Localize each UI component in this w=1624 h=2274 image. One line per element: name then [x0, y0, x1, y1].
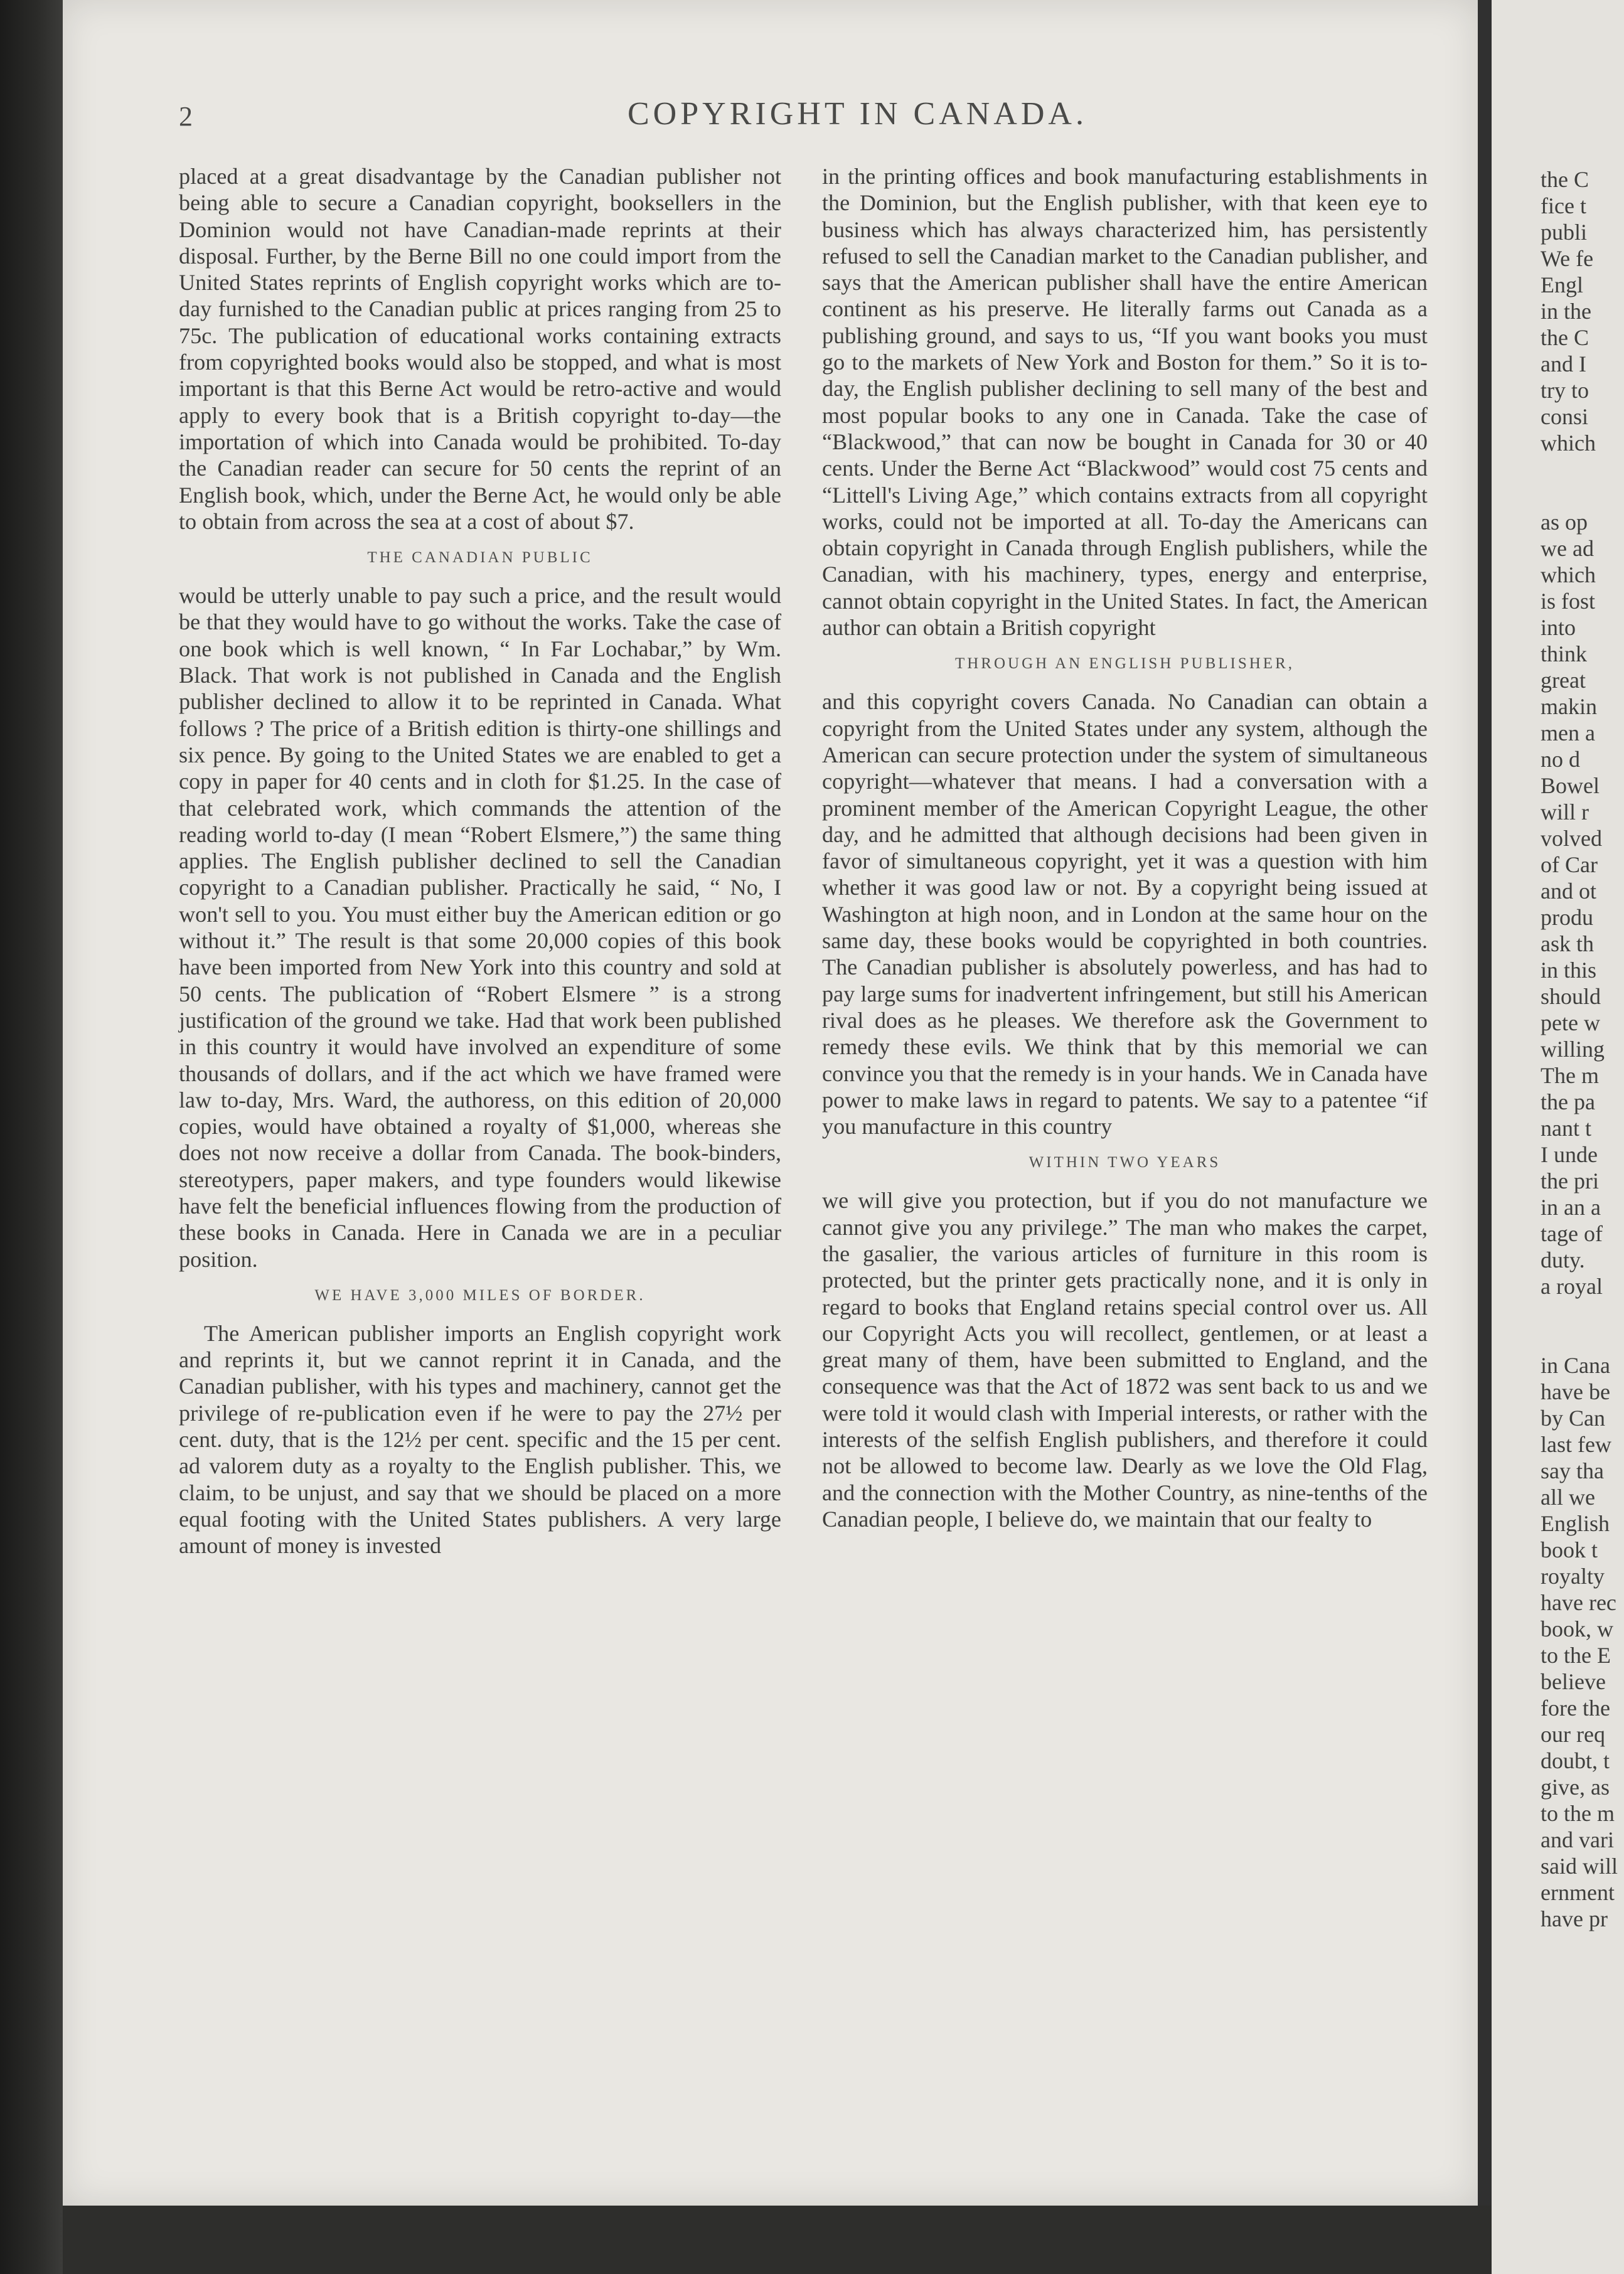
- left-paragraph-1: placed at a great disadvantage by the Canadian publisher not being able to secure a Canadian copyright, booksellers in the Dominion would not have Canadian-made reprints at their disposal. Further, by the Berne Bill no one could import from the United States reprints of English copyright works which are to-day furnished to the Canadian public at prices ranging from 25 to 75c. The publication of educational works containing extracts from copyrighted books would also be stopped, and what is most important is that this Berne Act would be retro-active and would apply to every book that is a British copyright to-day—the importation of which into Canada would be prohibited. To-day the Canadian reader can secure for 50 cents the reprint of an English book, which, under the Berne Act, he would only be able to obtain from across the sea at a cost of about $7.: [179, 164, 781, 534]
- facing-page-line: men a: [1541, 720, 1595, 745]
- middle-subheading-1: THROUGH AN ENGLISH PUBLISHER,: [954, 655, 1295, 673]
- facing-page-line: Engl: [1541, 272, 1583, 297]
- facing-page-line: English: [1541, 1511, 1610, 1536]
- scan-border-left: [0, 0, 63, 2274]
- facing-page-line: book, w: [1541, 1616, 1613, 1641]
- facing-page-line: have pr: [1541, 1906, 1608, 1931]
- facing-page-line: duty.: [1541, 1247, 1585, 1273]
- facing-page-line: have be: [1541, 1379, 1610, 1404]
- facing-page-line: great: [1541, 668, 1586, 693]
- running-head: [107, 95, 1437, 139]
- facing-page-line: fice t: [1541, 193, 1586, 218]
- facing-page-line: last few: [1541, 1432, 1611, 1457]
- facing-page-line: no d: [1541, 747, 1580, 772]
- facing-page-line: in an a: [1541, 1195, 1601, 1220]
- facing-page-line: which: [1541, 562, 1596, 587]
- facing-page-fragment: [1492, 0, 1624, 2274]
- facing-page-line: and vari: [1541, 1827, 1614, 1852]
- facing-page-line: and I: [1541, 351, 1586, 376]
- facing-page-line: pete w: [1541, 1010, 1600, 1035]
- facing-page-line: nant t: [1541, 1116, 1591, 1141]
- middle-column: [822, 163, 1428, 1532]
- facing-page-line: willing: [1541, 1037, 1605, 1062]
- facing-page-line: ernment: [1541, 1880, 1615, 1905]
- facing-page-line: in this: [1541, 958, 1597, 983]
- facing-page-line: into: [1541, 615, 1576, 640]
- facing-page-line: in the: [1541, 299, 1591, 324]
- facing-page-line: and ot: [1541, 878, 1596, 904]
- facing-page-line: book t: [1541, 1537, 1598, 1562]
- facing-page-line: Bowel: [1541, 773, 1600, 798]
- facing-page-line: royalty: [1541, 1564, 1605, 1589]
- middle-paragraph-1: in the printing offices and book manufacturing establishments in the Dominion, but the English publisher, with that keen eye to business which has always characterized him, has persistently refused to sell the Canadian market to the Canadian publisher, and says that the American publisher shall have the entire American continent as his preserve. He literally farms out Canada as a publishing ground, and says to us, “If you want books you must go to the markets of New York and Boston for them.” So it is to-day, the English publisher declining to sell many of the best and most popular books to any one in Canada. Take the case of “Blackwood,” that can now be bought in Canada for 30 or 40 cents. Under the Berne Act “Blackwood” would cost 75 cents and “Littell's Living Age,” which contains extracts from all copyright works, could not be imported at all. To-day the Americans can obtain copyright in Canada through English publishers, while the Canadian, with his machinery, types, energy and enterprise, cannot obtain copyright in the United States. In fact, the American author can obtain a British copyright: [822, 164, 1428, 641]
- facing-page-line: ask th: [1541, 931, 1594, 956]
- middle-paragraph-2: and this copyright covers Canada. No Canadian can obtain a copyright from the United States under any system, although the American can secure protection under the system of simultaneous copyright—whatever that means. I had a conversation with a prominent member of the American Copyright League, the other day, and he admitted that although decisions had been given in favor of simultaneous copyright, yet it was a question with him whether it was good law or not. By a copyright being issued at Washington at high noon, and in London at the same hour on the same day, these books would be copyrighted in both countries. The Canadian publisher is absolutely powerless, and has had to pay large sums for inadvertent infringement, but still his American rival does as he pleases. We therefore ask the Government to remedy these evils. We think that by this memorial we can convince you that the remedy is in your hands. We in Canada have power to make laws in regard to patents. We say to a patentee “if you manufacture in this country: [822, 689, 1428, 1140]
- facing-page-line: try to: [1541, 378, 1589, 403]
- facing-page-line: the pa: [1541, 1089, 1595, 1114]
- page-gutter: [1478, 0, 1492, 2206]
- facing-page-line: to the E: [1541, 1643, 1611, 1668]
- facing-page-line: The m: [1541, 1063, 1599, 1088]
- facing-page-line: We fe: [1541, 246, 1594, 271]
- middle-subheading-2: WITHIN TWO YEARS: [1028, 1154, 1221, 1172]
- facing-page-line: said will: [1541, 1854, 1618, 1879]
- left-column: [179, 163, 781, 1559]
- facing-page-line: think: [1541, 641, 1588, 666]
- facing-page-line: have rec: [1541, 1590, 1616, 1615]
- facing-page-line: by Can: [1541, 1406, 1605, 1431]
- page-number: 2: [179, 101, 193, 132]
- facing-page-line: the C: [1541, 325, 1589, 350]
- left-subheading-2: WE HAVE 3,000 MILES OF BORDER.: [314, 1286, 646, 1304]
- facing-page-gap: [1541, 1300, 1624, 1352]
- facing-page-line: which: [1541, 430, 1596, 456]
- left-subheading-1: THE CANADIAN PUBLIC: [367, 549, 593, 567]
- facing-page-line: consi: [1541, 404, 1588, 429]
- facing-page-line: volved: [1541, 826, 1602, 851]
- facing-page-line: I unde: [1541, 1142, 1598, 1167]
- page-title: COPYRIGHT IN CANADA.: [628, 96, 1087, 132]
- facing-page-line: in Cana: [1541, 1353, 1610, 1378]
- facing-page-line: all we: [1541, 1485, 1595, 1510]
- facing-page-line: will r: [1541, 799, 1589, 825]
- facing-page-line: give, as: [1541, 1775, 1610, 1800]
- facing-page-line: say tha: [1541, 1458, 1604, 1483]
- facing-page-line: a royal: [1541, 1274, 1603, 1299]
- facing-page-line: our req: [1541, 1722, 1605, 1747]
- left-paragraph-2: would be utterly unable to pay such a price, and the result would be that they would have to go without the works. Take the case of one book which is well known, “ In Far Lochabar,” by Wm. Black. That work is not published in Canada and the English publisher declined to allow it to be reprinted in Canada. What follows ? The price of a British edition is thirty-one shillings and six pence. By going to the United States we are enabled to get a copy in paper for 40 cents and in cloth for $1.25. In the case of that celebrated work, which commands the attention of the reading world to-day (I mean “Robert Elsmere,”) the same thing applies. The English publisher declined to sell the Canadian copyright to a Canadian publisher. Practically he said, “ No, I won't sell to you. You must either buy the American edition or go without it.” The result is that some 20,000 copies of this book have been imported from New York into this country and sold at 50 cents. The publication of “Robert Elsmere ” is a strong justification of the ground we take. Had that work been published in this country it would have involved an expenditure of some thousands of dollars, and if the act which we have framed were law to-day, Mrs. Ward, the authoress, on this edition of 20,000 copies, would have obtained a royalty of $1,000, whereas she does not now receive a dollar from Canada. The book-binders, stereotypers, paper makers, and type founders would likewise have felt the beneficial influences flowing from the production of these books in Canada. Here in Canada we are in a peculiar position.: [179, 583, 781, 1272]
- facing-page-line: as op: [1541, 510, 1588, 535]
- facing-page-line: we ad: [1541, 536, 1594, 561]
- scan-border-bottom: [63, 2206, 1492, 2274]
- facing-page-line: the pri: [1541, 1168, 1599, 1193]
- facing-page-line: tage of: [1541, 1221, 1603, 1246]
- facing-page-line: doubt, t: [1541, 1748, 1610, 1773]
- facing-page-line: makin: [1541, 694, 1597, 719]
- facing-page-line: publi: [1541, 220, 1588, 245]
- facing-page-line: should: [1541, 984, 1601, 1009]
- facing-page-gap: [1541, 456, 1624, 509]
- facing-page-text: [1492, 166, 1624, 1932]
- facing-page-line: the C: [1541, 167, 1589, 192]
- facing-page-line: of Car: [1541, 852, 1598, 877]
- facing-page-line: is fost: [1541, 589, 1596, 614]
- facing-page-line: produ: [1541, 905, 1593, 930]
- facing-page-line: fore the: [1541, 1695, 1610, 1721]
- facing-page-line: to the m: [1541, 1801, 1615, 1826]
- left-paragraph-3: The American publisher imports an English copyright work and reprints it, but we cannot reprint it in Canada, and the Canadian publisher, with his types and machinery, cannot get the privilege of re-publication even if he were to pay the 27½ per cent. duty, that is the 12½ per cent. specific and the 15 per cent. ad valorem duty as a royalty to the English publisher. This, we claim, to be unjust, and say that we should be placed on a more equal footing with the United States publishers. A very large amount of money is invested: [179, 1320, 781, 1559]
- facing-page-line: believe: [1541, 1669, 1606, 1694]
- middle-paragraph-3: we will give you protection, but if you do not manufacture we cannot give you any privilege.” The man who makes the carpet, the gasalier, the various articles of furniture in this room is protected, but the printer gets practically none, and it is only in regard to books that England retains special control over us. All our Copyright Acts you will recollect, gentlemen, or at least a great many of them, have been submitted to England, and the consequence was that the Act of 1872 was sent back to us and we were told it would clash with Imperial interests, or rather with the interests of the selfish English publishers, and therefore it could not be allowed to become law. Dearly as we love the Old Flag, and the connection with the Mother Country, as nine-tenths of the Canadian people, I believe do, we maintain that our fealty to: [822, 1188, 1428, 1532]
